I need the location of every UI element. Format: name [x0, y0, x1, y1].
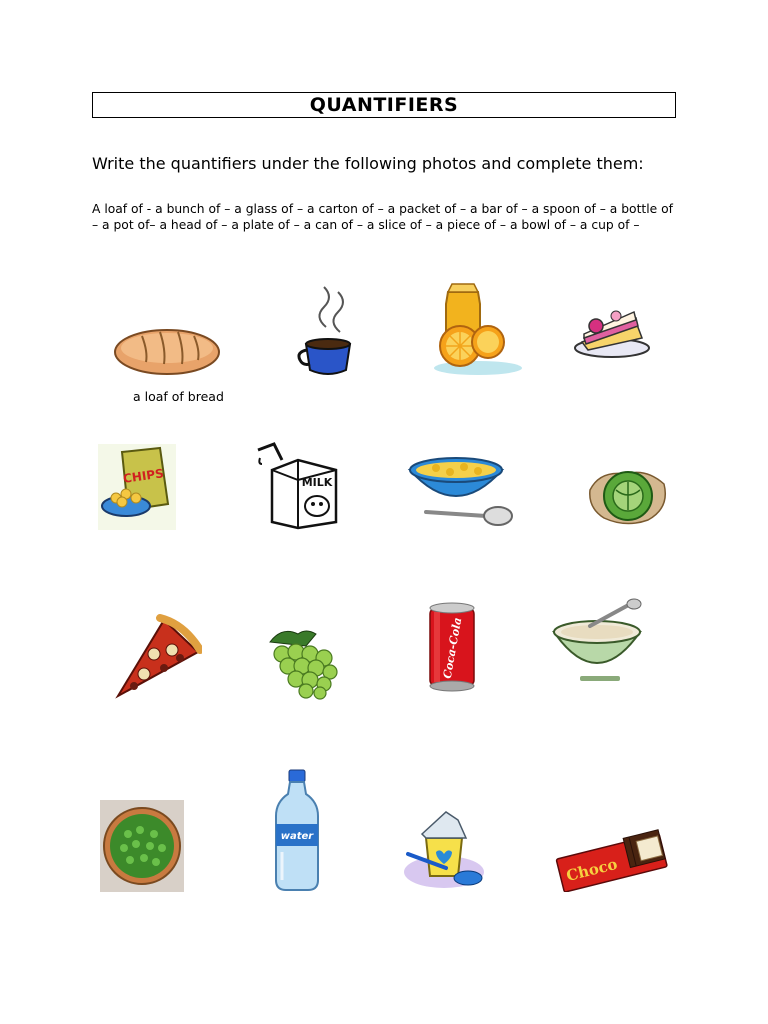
orange-juice-icon	[428, 282, 522, 376]
chips-label: CHIPS	[122, 466, 165, 486]
choco-label: Choco	[564, 854, 620, 885]
lettuce-head-icon	[586, 460, 670, 530]
bread-loaf-icon	[112, 322, 222, 378]
water-label: water	[280, 831, 314, 842]
milk-carton-icon	[254, 440, 342, 530]
yogurt-pot-icon	[402, 810, 486, 892]
page-title: QUANTIFIERS	[92, 92, 676, 118]
cola-label: Coca-Cola	[440, 616, 465, 680]
soup-bowl-icon	[550, 596, 644, 684]
grapes-bunch-icon	[262, 624, 342, 700]
chips-packet-icon	[98, 444, 176, 530]
coffee-cup-icon	[294, 282, 362, 377]
milk-label: MILK	[301, 476, 333, 489]
instruction-text: Write the quantifiers under the following photos and complete them:	[92, 154, 644, 173]
pizza-slice-icon	[114, 612, 202, 700]
cake-slice-icon	[572, 302, 652, 362]
quantifier-word-list: A loaf of - a bunch of – a glass of – a carton of – a packet of – a bar of – a spoon of – a bottle of – a pot of– a head of – a plate of – a can of – a slice of – a piece of – a bowl of – a cup of –	[92, 202, 673, 232]
peas-plate-icon	[100, 800, 184, 892]
cola-can-icon	[428, 602, 476, 692]
cereal-bowl-spoon-icon	[406, 450, 516, 532]
water-bottle-icon	[272, 768, 322, 892]
example-caption: a loaf of bread	[133, 389, 224, 404]
chocolate-bar-icon	[554, 828, 668, 892]
